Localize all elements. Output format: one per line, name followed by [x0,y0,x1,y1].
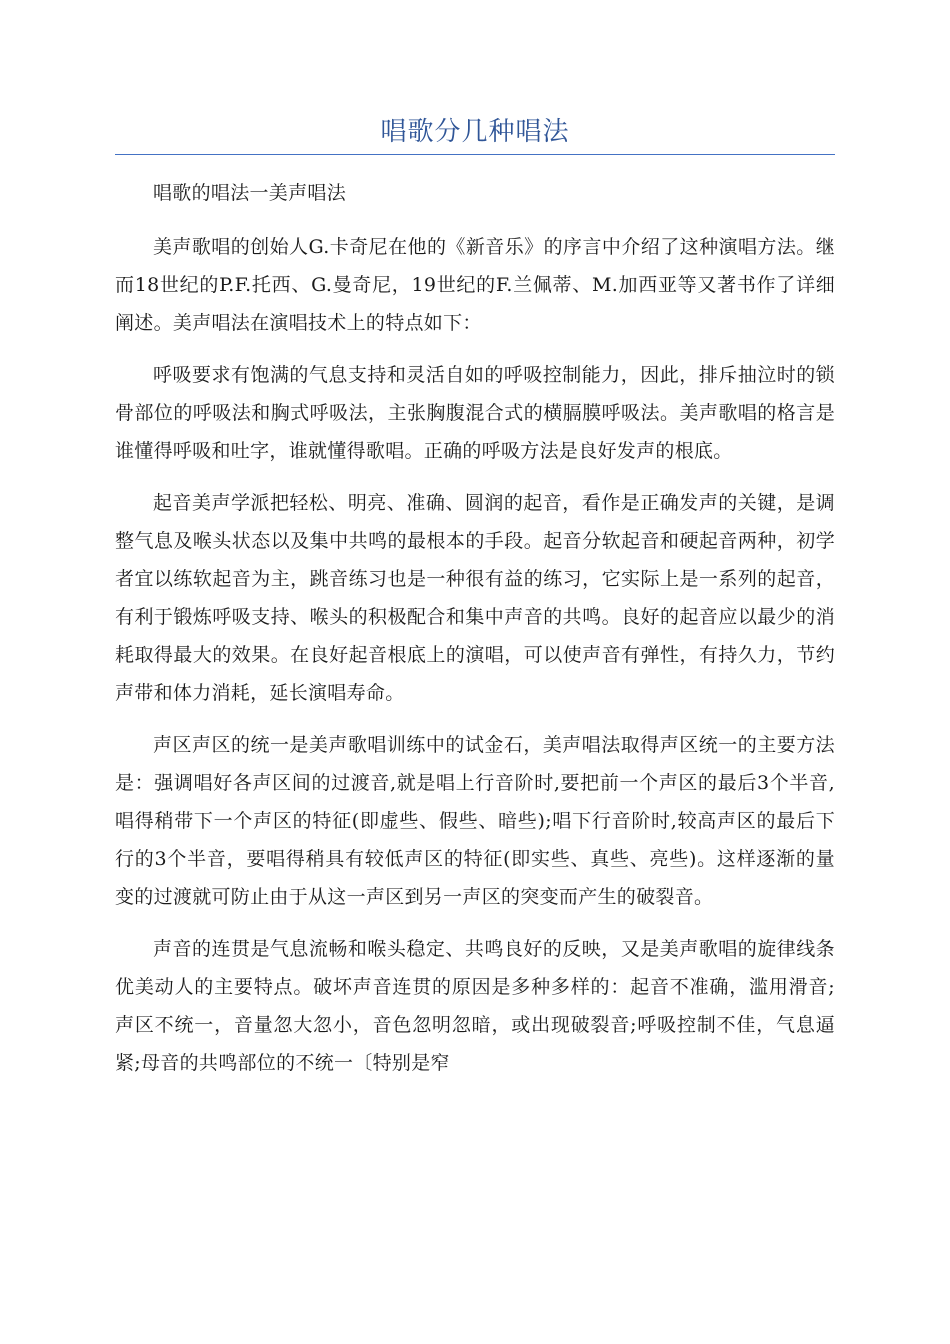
paragraph-register: 声区声区的统一是美声歌唱训练中的试金石，美声唱法取得声区统一的主要方法是：强调唱好各声区间的过渡音,就是唱上行音阶时,要把前一个声区的最后3个半音,唱得稍带下一个声区的特征(即虚些、假些、暗些);唱下行音阶时,较高声区的最后下行的3个半音，要唱得稍具有较低声区的特征(即实些、真些、亮些)。这样逐渐的量变的过渡就可防止由于从这一声区到另一声区的突变而产生的破裂音。 [115,734,835,908]
document-title: 唱歌分几种唱法 [380,117,570,147]
paragraph-legato: 声音的连贯是气息流畅和喉头稳定、共鸣良好的反映，又是美声歌唱的旋律线条优美动人的主要特点。破坏声音连贯的原因是多种多样的：起音不准确，滥用滑音;声区不统一，音量忽大忽小，音色忽明忽暗，或出现破裂音;呼吸控制不佳，气息逼紧;母音的共鸣部位的不统一〔特别是窄 [115,938,835,1074]
paragraph-onset: 起音美声学派把轻松、明亮、准确、圆润的起音，看作是正确发声的关键，是调整气息及喉头状态以及集中共鸣的最根本的手段。起音分软起音和硬起音两种，初学者宜以练软起音为主，跳音练习也是一种很有益的练习，它实际上是一系列的起音，有利于锻炼呼吸支持、喉头的积极配合和集中声音的共鸣。良好的起音应以最少的消耗取得最大的效果。在良好起音根底上的演唱，可以使声音有弹性，有持久力，节约声带和体力消耗，延长演唱寿命。 [115,492,835,704]
title-underline [115,154,835,155]
paragraph-intro: 美声歌唱的创始人G.卡奇尼在他的《新音乐》的序言中介绍了这种演唱方法。继而18世纪的P.F.托西、G.曼奇尼，19世纪的F.兰佩蒂、M.加西亚等又著书作了详细阐述。美声唱法在演唱技术上的特点如下： [115,236,835,334]
paragraph-breathing: 呼吸要求有饱满的气息支持和灵活自如的呼吸控制能力，因此，排斥抽泣时的锁骨部位的呼吸法和胸式呼吸法，主张胸腹混合式的横膈膜呼吸法。美声歌唱的格言是谁懂得呼吸和吐字，谁就懂得歌唱。正确的呼吸方法是良好发声的根底。 [115,364,835,462]
section-heading: 唱歌的唱法一美声唱法 [153,182,347,204]
document-body [115,174,835,1096]
